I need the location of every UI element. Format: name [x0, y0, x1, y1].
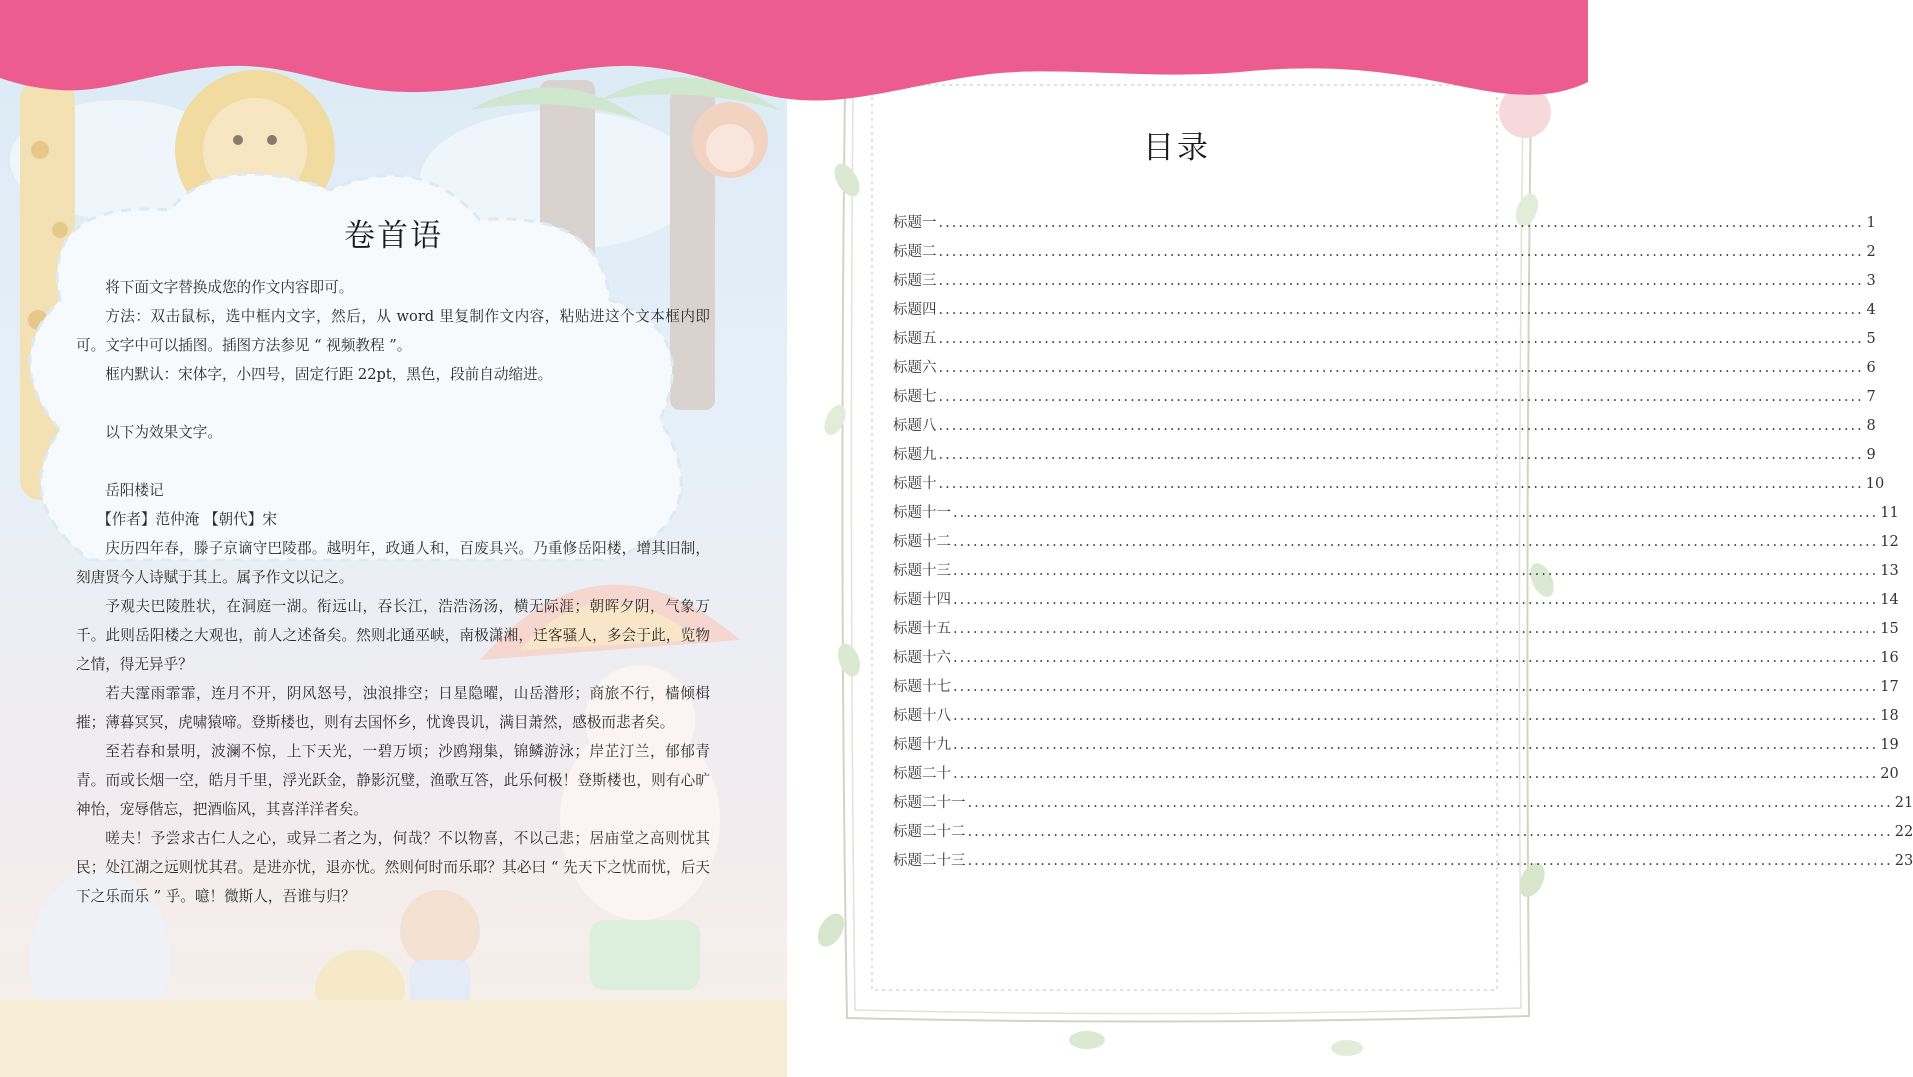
toc-dot-leader: ............................................................................................................................................ — [967, 824, 1893, 840]
toc-entry-page-number: 18 — [1880, 708, 1899, 724]
blank-line — [76, 447, 710, 476]
toc-dot-leader: ............................................................................................................................................ — [938, 273, 1864, 289]
toc-entry[interactable] — [893, 412, 1876, 441]
toc-entry-label: 标题二十三 — [893, 853, 966, 869]
toc-entry[interactable] — [893, 470, 1885, 499]
paragraph: 若夫霪雨霏霏，连月不开，阴风怒号，浊浪排空；日星隐曜，山岳潜形；商旅不行，樯倾楫摧；薄暮冥冥，虎啸猿啼。登斯楼也，则有去国怀乡，忧谗畏讥，满目萧然，感极而悲者矣。 — [76, 685, 710, 731]
toc-entry[interactable] — [893, 789, 1913, 818]
toc-entry-label: 标题十九 — [893, 737, 951, 753]
toc-entry-label: 标题二 — [893, 244, 937, 260]
toc-entry-page-number: 16 — [1880, 650, 1899, 666]
toc-entry-label: 标题四 — [893, 302, 937, 318]
toc-entry[interactable] — [893, 644, 1899, 673]
toc-entry[interactable] — [893, 731, 1899, 760]
toc-entry-page-number: 5 — [1866, 331, 1876, 347]
toc-entry[interactable] — [893, 615, 1899, 644]
toc-entry-label: 标题一 — [893, 215, 937, 231]
toc-entry[interactable] — [893, 528, 1899, 557]
toc-dot-leader: ............................................................................................................................................ — [953, 766, 1879, 782]
toc-entry-label: 标题二十 — [893, 766, 951, 782]
toc-entry-label: 标题三 — [893, 273, 937, 289]
blank-line — [76, 389, 710, 418]
toc-entry[interactable] — [893, 847, 1913, 876]
toc-entry-page-number: 2 — [1866, 244, 1876, 260]
paragraph: 至若春和景明，波澜不惊，上下天光，一碧万顷；沙鸥翔集，锦鳞游泳；岸芷汀兰，郁郁青青。而或长烟一空，皓月千里，浮光跃金，静影沉璧，渔歌互答，此乐何极！登斯楼也，则有心旷神怡，宠辱偕忘，把酒临风，其喜洋洋者矣。 — [76, 743, 710, 818]
toc-entry[interactable] — [893, 296, 1876, 325]
toc-entry[interactable] — [893, 499, 1899, 528]
toc-entry[interactable] — [893, 818, 1913, 847]
toc-entry[interactable] — [893, 383, 1876, 412]
toc-dot-leader: ............................................................................................................................................ — [938, 360, 1864, 376]
toc-entry-label: 标题十八 — [893, 708, 951, 724]
toc-entry-label: 标题二十一 — [893, 795, 966, 811]
toc-entry-label: 标题五 — [893, 331, 937, 347]
toc-dot-leader: ............................................................................................................................................ — [953, 650, 1879, 666]
toc-entry-page-number: 4 — [1866, 302, 1876, 318]
toc-dot-leader: ............................................................................................................................................ — [953, 679, 1879, 695]
toc-heading: 目录 — [1143, 130, 1211, 166]
toc-entry[interactable] — [893, 702, 1899, 731]
toc-entry-label: 标题二十二 — [893, 824, 966, 840]
toc-dot-leader: ............................................................................................................................................ — [967, 853, 1893, 869]
toc-dot-leader: ............................................................................................................................................ — [938, 447, 1864, 463]
toc-entry-page-number: 1 — [1866, 215, 1876, 231]
toc-dot-leader: ............................................................................................................................................ — [938, 302, 1864, 318]
paragraph: 方法：双击鼠标，选中框内文字，然后，从 word 里复制作文内容，粘贴进这个文本框内即可。文字中可以插图。插图方法参见 “ 视频教程 ”。 — [76, 308, 710, 354]
toc-entry-page-number: 9 — [1866, 447, 1876, 463]
toc-dot-leader: ............................................................................................................................................ — [953, 505, 1879, 521]
toc-entry-page-number: 12 — [1880, 534, 1899, 550]
paragraph: 嗟夫！予尝求古仁人之心，或异二者之为，何哉？不以物喜，不以己悲；居庙堂之高则忧其民；处江湖之远则忧其君。是进亦忧，退亦忧。然则何时而乐耶？其必曰 “ 先天下之忧而忧，后天下之乐而乐 ” 乎。噫！微斯人，吾谁与归？ — [76, 830, 710, 905]
toc-entry-page-number: 21 — [1894, 795, 1913, 811]
toc-entry-page-number: 6 — [1866, 360, 1876, 376]
toc-entry-label: 标题八 — [893, 418, 937, 434]
toc-entry-page-number: 13 — [1880, 563, 1899, 579]
toc-entry-page-number: 7 — [1866, 389, 1876, 405]
toc-entry-page-number: 19 — [1880, 737, 1899, 753]
toc-entry-page-number: 17 — [1880, 679, 1899, 695]
toc-entry-page-number: 14 — [1880, 592, 1899, 608]
toc-entry-page-number: 20 — [1880, 766, 1899, 782]
toc-entry-label: 标题九 — [893, 447, 937, 463]
foreword-text-box[interactable] — [76, 273, 710, 911]
toc-entry-label: 标题七 — [893, 389, 937, 405]
toc-entry-label: 标题六 — [893, 360, 937, 376]
toc-entry-label: 标题十 — [893, 476, 937, 492]
toc-dot-leader: ............................................................................................................................................ — [953, 563, 1879, 579]
toc-entry[interactable] — [893, 354, 1876, 383]
paragraph: 予观夫巴陵胜状，在洞庭一湖。衔远山，吞长江，浩浩汤汤，横无际涯；朝晖夕阴，气象万千。此则岳阳楼之大观也，前人之述备矣。然则北通巫峡，南极潇湘，迁客骚人，多会于此，览物之情，得无异乎？ — [76, 598, 710, 673]
toc-entry-page-number: 22 — [1894, 824, 1913, 840]
toc-entry-label: 标题十三 — [893, 563, 951, 579]
paragraph: 框内默认：宋体字，小四号，固定行距 22pt，黑色，段前自动缩进。 — [105, 366, 553, 383]
toc-dot-leader: ............................................................................................................................................ — [967, 795, 1893, 811]
toc-entry[interactable] — [893, 673, 1899, 702]
toc-entry-page-number: 10 — [1865, 476, 1885, 492]
left-page — [0, 0, 787, 1077]
toc-entry[interactable] — [893, 586, 1899, 615]
paragraph: 庆历四年春，滕子京谪守巴陵郡。越明年，政通人和，百废具兴。乃重修岳阳楼，增其旧制，刻唐贤今人诗赋于其上。属予作文以记之。 — [76, 540, 710, 586]
toc-entry[interactable] — [893, 325, 1876, 354]
toc-entry-page-number: 23 — [1894, 853, 1913, 869]
paragraph: 将下面文字替换成您的作文内容即可。 — [105, 279, 354, 296]
toc-dot-leader: ............................................................................................................................................ — [953, 592, 1879, 608]
toc-dot-leader: ............................................................................................................................................ — [938, 215, 1864, 231]
table-of-contents — [893, 209, 1913, 876]
toc-entry-page-number: 3 — [1866, 273, 1876, 289]
toc-dot-leader: ............................................................................................................................................ — [938, 244, 1864, 260]
toc-dot-leader: ............................................................................................................................................ — [938, 389, 1864, 405]
toc-entry[interactable] — [893, 557, 1899, 586]
toc-dot-leader: ............................................................................................................................................ — [953, 708, 1879, 724]
toc-entry[interactable] — [893, 209, 1876, 238]
foreword-heading: 卷首语 — [344, 218, 443, 254]
toc-dot-leader: ............................................................................................................................................ — [938, 418, 1864, 434]
toc-entry[interactable] — [893, 760, 1899, 789]
toc-dot-leader: ............................................................................................................................................ — [953, 534, 1879, 550]
toc-dot-leader: ............................................................................................................................................ — [953, 737, 1879, 753]
essay-title: 岳阳楼记 — [105, 482, 164, 499]
paragraph: 以下为效果文字。 — [105, 424, 222, 441]
toc-entry-label: 标题十二 — [893, 534, 951, 550]
toc-entry-page-number: 15 — [1880, 621, 1899, 637]
toc-dot-leader: ............................................................................................................................................ — [938, 331, 1864, 347]
toc-dot-leader: ............................................................................................................................................ — [938, 476, 1864, 492]
toc-entry-label: 标题十七 — [893, 679, 951, 695]
toc-entry-label: 标题十一 — [893, 505, 951, 521]
toc-entry[interactable] — [893, 267, 1876, 296]
toc-dot-leader: ............................................................................................................................................ — [953, 621, 1879, 637]
toc-entry[interactable] — [893, 238, 1876, 267]
toc-entry-page-number: 8 — [1866, 418, 1876, 434]
essay-author-line: 【作者】范仲淹 【朝代】宋 — [97, 511, 277, 528]
toc-entry-label: 标题十四 — [893, 592, 951, 608]
toc-entry-label: 标题十六 — [893, 650, 951, 666]
toc-entry-label: 标题十五 — [893, 621, 951, 637]
toc-entry[interactable] — [893, 441, 1876, 470]
top-wavy-banner — [0, 0, 1588, 110]
toc-entry-page-number: 11 — [1880, 505, 1899, 521]
